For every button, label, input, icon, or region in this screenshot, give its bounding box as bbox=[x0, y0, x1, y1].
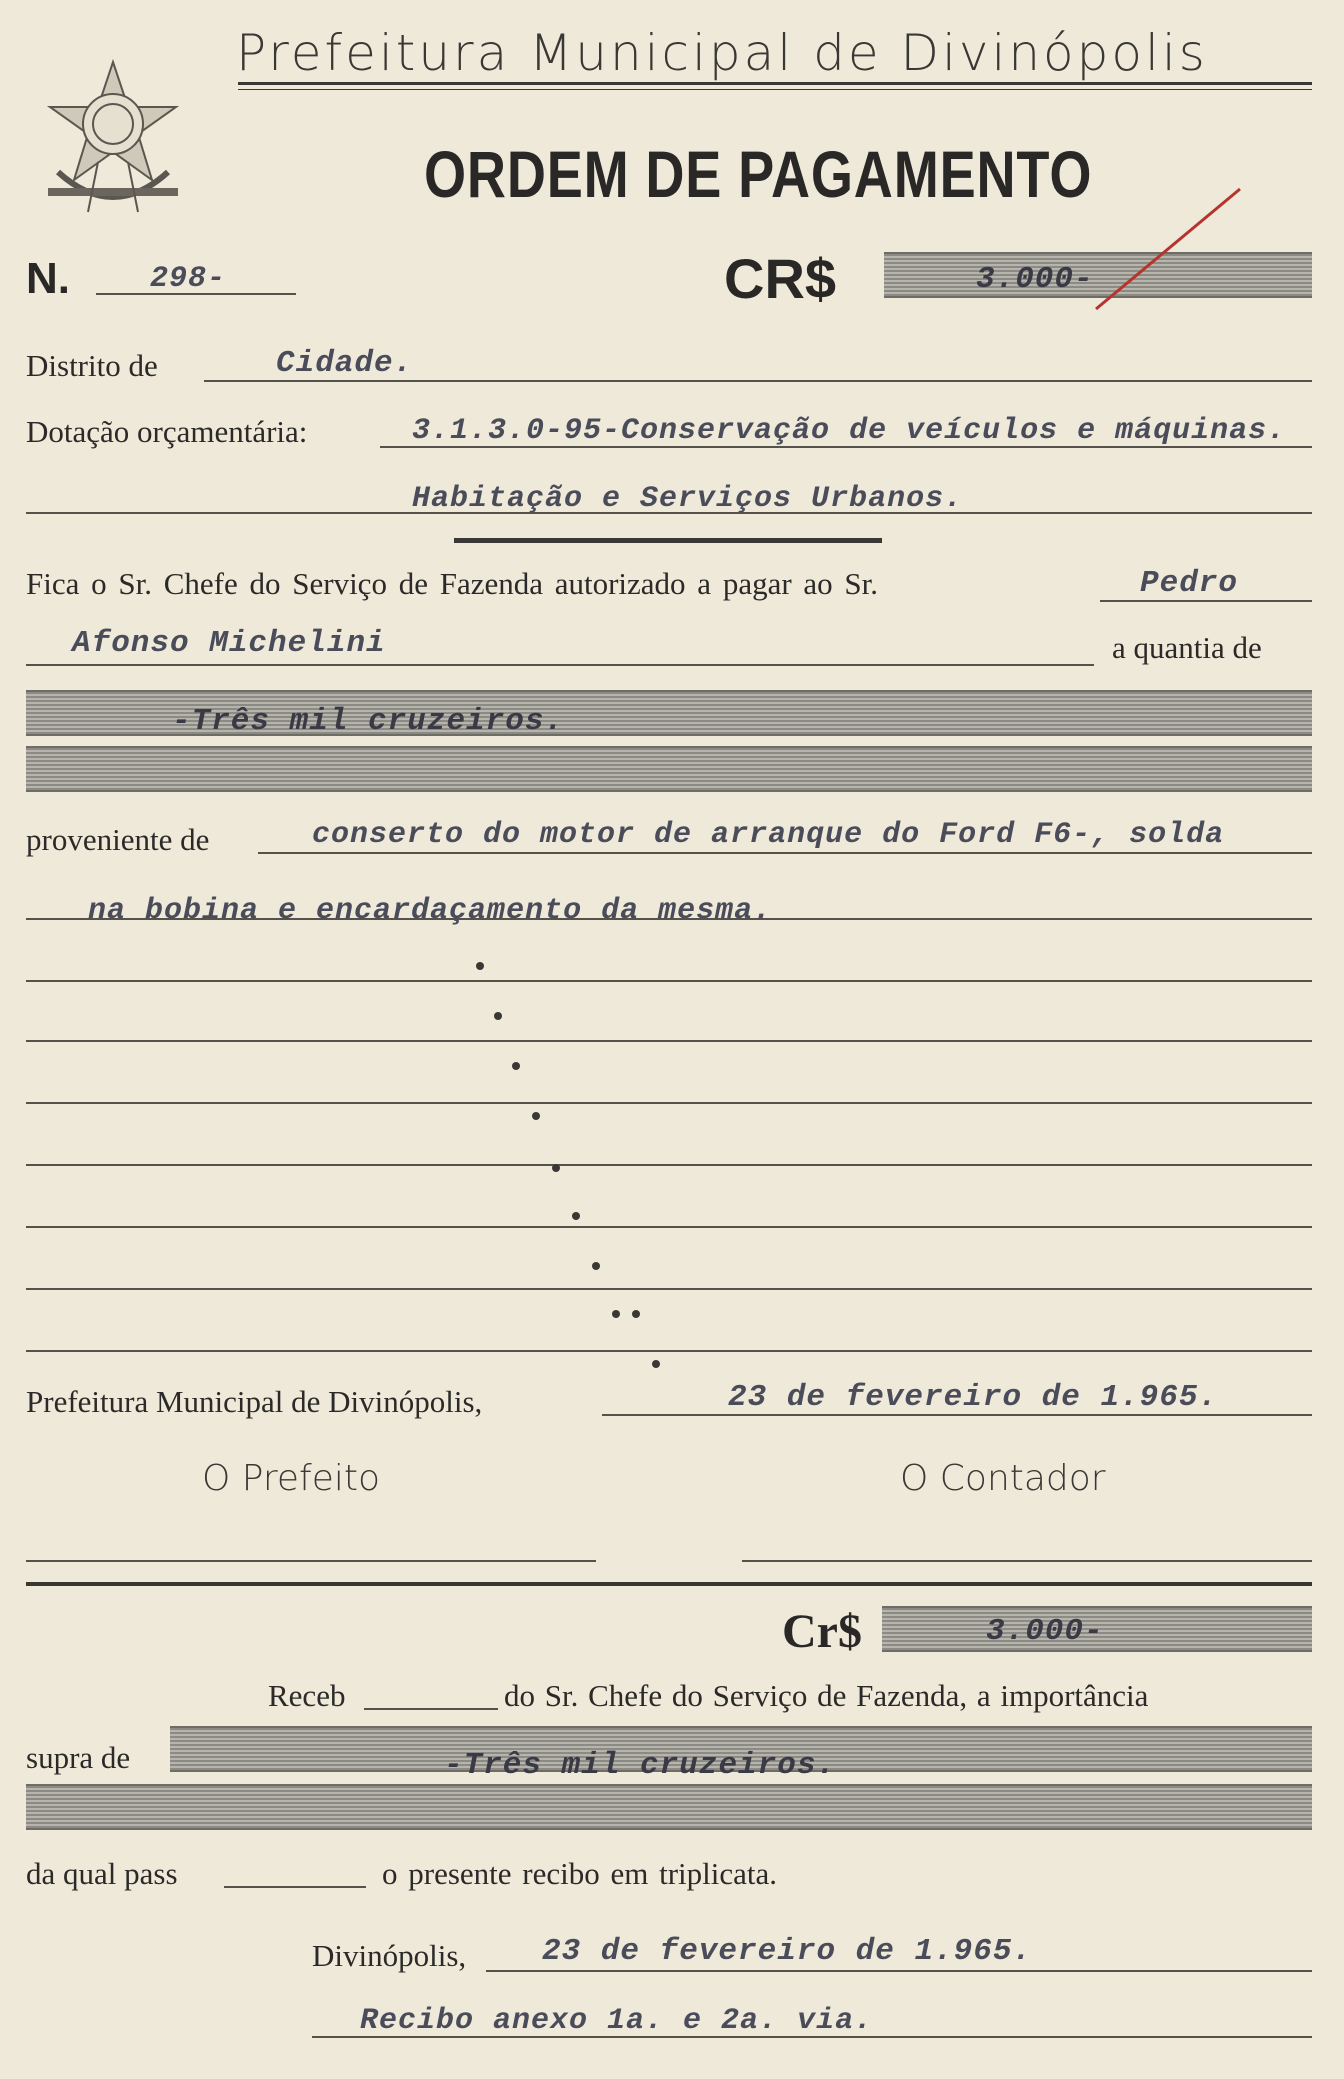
receipt-currency: Cr$ bbox=[782, 1605, 862, 1658]
receipt-amount-words: -Três mil cruzeiros. bbox=[444, 1748, 837, 1783]
received-label: Receb bbox=[268, 1678, 346, 1713]
origin-line-2: na bobina e encardaçamento da mesma. bbox=[88, 894, 773, 928]
origin-line-1: conserto do motor de arranque do Ford F6-, solda bbox=[312, 818, 1225, 852]
pass-text: o presente recibo em triplicata. bbox=[382, 1856, 778, 1891]
amount-words: -Três mil cruzeiros. bbox=[172, 704, 565, 739]
dot-mark bbox=[476, 962, 484, 970]
mayor-signature-label: O Prefeito bbox=[202, 1458, 380, 1499]
brazil-coat-of-arms-seal bbox=[28, 52, 198, 227]
budget-line-2: Habitação e Serviços Urbanos. bbox=[412, 482, 964, 516]
budget-line-1: 3.1.3.0-95-Conservação de veículos e máquinas. bbox=[412, 414, 1287, 448]
dot-mark bbox=[652, 1360, 660, 1368]
blank-line bbox=[26, 1164, 1312, 1166]
authorization-text: Fica o Sr. Chefe do Serviço de Fazenda autorizado a pagar ao Sr. bbox=[26, 566, 879, 601]
receipt-words-box-2 bbox=[26, 1784, 1312, 1830]
pass-label: da qual pass bbox=[26, 1856, 178, 1891]
dot-mark bbox=[592, 1262, 600, 1270]
supra-label: supra de bbox=[26, 1740, 131, 1775]
received-text: do Sr. Chefe do Serviço de Fazenda, a importância bbox=[504, 1678, 1149, 1713]
dot-mark bbox=[532, 1112, 540, 1120]
receipt-date: 23 de fevereiro de 1.965. bbox=[542, 1934, 1033, 1969]
number-prefix: N. bbox=[26, 254, 70, 303]
receipt-note: Recibo anexo 1a. e 2a. via. bbox=[360, 2004, 874, 2038]
mayor-signature-line bbox=[26, 1560, 596, 1562]
dot-mark bbox=[632, 1310, 640, 1318]
blank-line bbox=[26, 1226, 1312, 1228]
blank-line bbox=[26, 1288, 1312, 1290]
date-line-label: Prefeitura Municipal de Divinópolis, bbox=[26, 1384, 483, 1419]
check-mark bbox=[1090, 185, 1250, 315]
municipality-header: Prefeitura Municipal de Divinópolis bbox=[236, 24, 1208, 82]
blank-line bbox=[26, 1102, 1312, 1104]
district-label: Distrito de bbox=[26, 348, 158, 383]
section-divider bbox=[26, 1582, 1312, 1586]
dot-mark bbox=[572, 1212, 580, 1220]
payee-first-name: Pedro bbox=[1140, 566, 1239, 601]
quantity-label: a quantia de bbox=[1112, 630, 1262, 665]
payee-rest-name: Afonso Michelini bbox=[72, 626, 386, 661]
dot-mark bbox=[552, 1164, 560, 1172]
receipt-city-label: Divinópolis, bbox=[312, 1938, 467, 1973]
dot-mark bbox=[512, 1062, 520, 1070]
district-value: Cidade. bbox=[276, 346, 414, 381]
amount-value: 3.000- bbox=[976, 262, 1094, 297]
amount-words-box-2 bbox=[26, 746, 1312, 792]
dot-mark bbox=[494, 1012, 502, 1020]
currency-symbol: CR$ bbox=[724, 247, 837, 310]
document-title: ORDEM DE PAGAMENTO bbox=[424, 137, 1093, 211]
blank-line bbox=[26, 1350, 1312, 1352]
blank-line bbox=[26, 1040, 1312, 1042]
origin-label: proveniente de bbox=[26, 822, 210, 857]
dot-mark bbox=[612, 1310, 620, 1318]
accountant-signature-label: O Contador bbox=[900, 1458, 1106, 1499]
blank-line bbox=[26, 980, 1312, 982]
order-date: 23 de fevereiro de 1.965. bbox=[728, 1380, 1219, 1415]
receipt-amount: 3.000- bbox=[986, 1614, 1104, 1649]
accountant-signature-line bbox=[742, 1560, 1312, 1562]
budget-label: Dotação orçamentária: bbox=[26, 414, 308, 449]
order-number: 298- bbox=[150, 262, 227, 296]
